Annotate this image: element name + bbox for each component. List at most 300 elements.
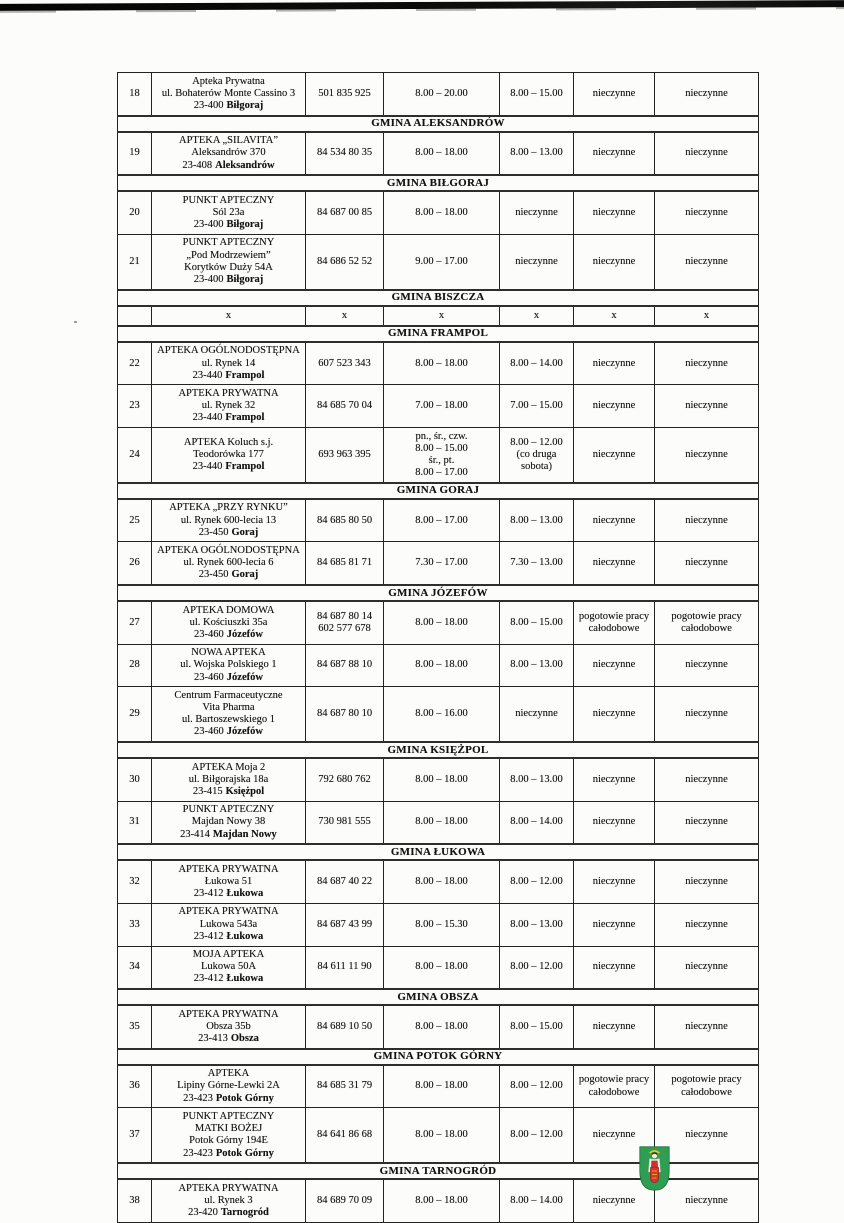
postal-city-line (153, 1033, 304, 1045)
postal-city-line (153, 1148, 304, 1160)
pharmacy-name-line: NOWA APTEKA (191, 647, 266, 659)
pharmacy-name-line: PUNKT APTECZNY (182, 194, 275, 206)
saturday-hours-line: 8.00 – 14.00 (510, 357, 563, 369)
pharmacy-name-line: APTEKA „PRZY RYNKU” (169, 502, 288, 514)
postal-city-line (153, 973, 304, 985)
city-name: Frampol (225, 412, 265, 424)
row-number: 29 (129, 708, 140, 720)
pharmacy-name-line: ul. Rynek 600-lecia 13 (180, 514, 277, 526)
sunday-status-line: nieczynne (592, 357, 636, 369)
gmina-section-label: GMINA JÓZEFÓW (388, 586, 488, 599)
pharmacy-name-line: MOJA APTEKA (192, 949, 265, 961)
empty-gmina-cell (152, 306, 306, 326)
row-number: 25 (129, 514, 140, 526)
postal-code: 23-423 (183, 1147, 213, 1159)
postal-city-line (153, 888, 304, 900)
phone-cell (306, 860, 384, 903)
row-number-cell (118, 191, 152, 234)
row-number-cell (118, 946, 152, 989)
pharmacy-name-cell (152, 342, 306, 385)
sunday-status-line: nieczynne (592, 816, 636, 828)
holiday-status-cell (655, 542, 759, 585)
empty-gmina-cell (500, 306, 574, 326)
city-name: Goraj (231, 526, 259, 538)
row-number: 28 (129, 659, 140, 671)
saturday-hours-cell (500, 342, 574, 385)
empty-gmina-cell (574, 306, 655, 326)
phone-line: 84 689 10 50 (316, 1020, 373, 1032)
holiday-status-line: pogotowie pracy (671, 610, 742, 622)
pharmacy-name-cell (152, 903, 306, 946)
gmina-section-header (118, 326, 759, 342)
sunday-status-line: nieczynne (592, 708, 636, 720)
pharmacy-name-cell (152, 428, 306, 483)
pharmacy-name-cell (152, 946, 306, 989)
pharmacy-row (118, 191, 759, 234)
gmina-section-label: GMINA POTOK GÓRNY (373, 1050, 503, 1063)
weekday-hours-line: 8.00 – 18.00 (415, 147, 468, 159)
saturday-hours-cell (500, 428, 574, 483)
saturday-hours-cell (500, 1108, 574, 1163)
sunday-status-cell (574, 903, 655, 946)
pharmacy-name-cell (152, 1179, 306, 1222)
postal-code: 23-412 (193, 888, 224, 900)
saturday-hours-cell (500, 542, 574, 585)
holiday-status-line: nieczynne (685, 400, 728, 412)
phone-line: 693 963 395 (318, 448, 371, 460)
postal-code: 23-460 (194, 726, 224, 738)
saturday-hours-cell (500, 758, 574, 801)
weekday-hours-cell (384, 1065, 500, 1108)
postal-city-line (153, 786, 304, 798)
sunday-status-cell (574, 758, 655, 801)
weekday-hours-line: 8.00 – 18.00 (415, 616, 468, 628)
city-name: Frampol (225, 369, 265, 381)
holiday-status-cell (655, 758, 759, 801)
postal-city-line (153, 527, 304, 539)
scan-noise-dot (74, 321, 77, 323)
weekday-hours-line: 8.00 – 16.00 (415, 708, 468, 720)
city-name: Majdan Nowy (212, 828, 277, 840)
pharmacy-name-line: APTEKA (207, 1068, 250, 1080)
holiday-status-cell (655, 73, 759, 116)
pharmacy-name-line: APTEKA PRYWATNA (178, 863, 279, 875)
phone-line: 84 534 80 35 (316, 147, 373, 159)
pharmacy-row (118, 132, 759, 176)
phone-line: 730 981 555 (318, 816, 371, 828)
saturday-hours-cell (500, 687, 574, 742)
pharmacy-name-line: „Pod Modrzewiem” (186, 249, 271, 261)
phone-cell (306, 234, 384, 289)
pharmacy-row (118, 306, 759, 326)
weekday-hours-line: 8.00 – 18.00 (415, 357, 468, 369)
pharmacy-row (118, 73, 759, 116)
pharmacy-name-cell (152, 542, 306, 585)
pharmacy-name-line: PUNKT APTECZNY (182, 804, 275, 816)
postal-code: 23-412 (193, 930, 224, 942)
row-number: 20 (129, 206, 140, 218)
row-number-cell (118, 758, 152, 801)
sunday-status-line: nieczynne (592, 514, 636, 526)
pharmacy-name-cell (152, 758, 306, 801)
sunday-status-cell (574, 385, 655, 428)
holiday-status-cell (655, 1179, 759, 1222)
pharmacy-name-line: APTEKA „SILAVITA” (179, 135, 278, 147)
row-number: 18 (129, 87, 140, 99)
postal-code: 23-408 (182, 159, 213, 171)
holiday-status-cell (655, 601, 759, 644)
holiday-status-cell (655, 191, 759, 234)
pharmacy-name-line: Lukowa 543a (199, 918, 258, 930)
phone-cell (306, 385, 384, 428)
postal-code: 23-423 (183, 1092, 213, 1104)
city-name: Biłgoraj (226, 99, 264, 111)
gmina-section-label: GMINA FRAMPOL (387, 327, 489, 340)
city-name: Frampol (225, 461, 265, 473)
sunday-status-line: całodobowe (588, 622, 640, 634)
sunday-status-cell (574, 342, 655, 385)
weekday-hours-line: 8.00 – 18.00 (415, 1194, 468, 1206)
phone-cell (306, 801, 384, 844)
city-name: Tarnogród (220, 1207, 269, 1219)
saturday-hours-cell (500, 903, 574, 946)
saturday-hours-line: 8.00 – 12.00 (510, 961, 563, 973)
weekday-hours-line: 8.00 – 18.00 (415, 961, 468, 973)
postal-city-line (153, 931, 304, 943)
postal-code: 23-400 (193, 219, 224, 231)
row-number-cell (118, 860, 152, 903)
x-mark: x (533, 309, 540, 321)
pharmacy-name-line: ul. Bohaterów Monte Cassino 3 (161, 87, 296, 99)
sunday-status-cell (574, 601, 655, 644)
phone-line: 792 680 762 (318, 773, 371, 785)
crest-red-shield (650, 1168, 658, 1183)
pharmacy-name-line: Majdan Nowy 38 (191, 816, 266, 828)
saturday-hours-line: 7.30 – 13.00 (510, 557, 563, 569)
city-name: Józefów (226, 726, 263, 738)
sunday-status-cell (574, 1005, 655, 1049)
row-number-cell (118, 1065, 152, 1108)
phone-cell (306, 1108, 384, 1163)
gmina-section-label: GMINA ALEKSANDRÓW (371, 117, 505, 130)
holiday-status-cell (655, 132, 759, 176)
phone-line: 602 577 678 (318, 622, 371, 634)
pharmacy-name-line: APTEKA OGÓLNODOSTĘPNA (157, 345, 300, 357)
x-mark: x (703, 309, 710, 321)
pharmacy-name-cell (152, 1065, 306, 1108)
sunday-status-line: nieczynne (592, 1020, 636, 1032)
saturday-hours-line: 8.00 – 15.00 (510, 616, 563, 628)
postal-city-line (153, 829, 304, 841)
postal-city-line (153, 726, 304, 738)
row-number-cell (118, 601, 152, 644)
weekday-hours-cell (384, 687, 500, 742)
holiday-status-cell (655, 1065, 759, 1108)
weekday-hours-line: 7.30 – 17.00 (415, 557, 468, 569)
sunday-status-line: nieczynne (592, 448, 636, 460)
empty-gmina-cell (655, 306, 759, 326)
pharmacy-name-cell (152, 499, 306, 542)
postal-code: 23-450 (198, 526, 229, 538)
holiday-status-line: nieczynne (685, 448, 728, 460)
phone-cell (306, 1179, 384, 1222)
saturday-hours-line: 8.00 – 12.00 (510, 1129, 563, 1141)
pharmacy-row (118, 801, 759, 844)
postal-city-line (153, 160, 304, 172)
pharmacy-name-line: APTEKA Koluch s.j. (183, 436, 274, 448)
row-number: 37 (129, 1129, 140, 1141)
weekday-hours-cell (384, 342, 500, 385)
pharmacy-duty-table (117, 72, 759, 1223)
weekday-hours-line: 8.00 – 15.30 (415, 918, 468, 930)
weekday-hours-line: 8.00 – 18.00 (415, 1080, 468, 1092)
pharmacy-name-cell (152, 644, 306, 687)
pharmacy-name-line: PUNKT APTECZNY (182, 237, 275, 249)
phone-cell (306, 542, 384, 585)
gmina-section-label: GMINA BIŁGORAJ (386, 176, 490, 189)
pharmacy-name-cell (152, 385, 306, 428)
sunday-status-line: nieczynne (592, 961, 636, 973)
pharmacy-name-line: Apteka Prywatna (192, 75, 265, 87)
phone-cell (306, 191, 384, 234)
gmina-section-label: GMINA BISZCZA (391, 291, 485, 304)
phone-cell (306, 428, 384, 483)
pharmacy-name-line: ul. Rynek 600-lecia 6 (183, 557, 274, 569)
phone-line: 84 686 52 52 (316, 255, 373, 267)
gmina-section-row (118, 844, 759, 860)
row-number-cell (118, 234, 152, 289)
gmina-section-row (118, 1049, 759, 1065)
row-number-cell (118, 801, 152, 844)
postal-code: 23-413 (198, 1033, 228, 1045)
holiday-status-line: nieczynne (685, 557, 728, 569)
weekday-hours-line: 8.00 – 18.00 (415, 206, 468, 218)
saturday-hours-cell (500, 860, 574, 903)
weekday-hours-cell (384, 758, 500, 801)
weekday-hours-line: 8.00 – 18.00 (415, 876, 468, 888)
sunday-status-cell (574, 801, 655, 844)
saturday-hours-cell (500, 191, 574, 234)
postal-code: 23-440 (192, 412, 223, 424)
holiday-status-cell (655, 801, 759, 844)
pharmacy-name-line: APTEKA PRYWATNA (178, 906, 279, 918)
city-name: Łukowa (226, 930, 264, 942)
saturday-hours-line: nieczynne (515, 708, 558, 720)
city-name: Biłgoraj (226, 219, 264, 231)
postal-city-line (153, 219, 304, 231)
pharmacy-name-line: MATKI BOŻEJ (194, 1123, 263, 1135)
pharmacy-name-line: Korytków Duży 54A (184, 261, 273, 273)
holiday-status-line: nieczynne (685, 514, 728, 526)
holiday-status-cell (655, 946, 759, 989)
saturday-hours-line: 8.00 – 13.00 (510, 773, 563, 785)
empty-gmina-cell (384, 306, 500, 326)
pharmacy-row (118, 342, 759, 385)
gmina-section-row (118, 742, 759, 758)
pharmacy-row (118, 687, 759, 742)
scanner-edge-bar (0, 0, 844, 11)
holiday-status-cell (655, 687, 759, 742)
weekday-hours-line: 8.00 – 15.00 (415, 442, 468, 454)
postal-city-line (153, 412, 304, 424)
pharmacy-name-line: Lukowa 50A (200, 961, 257, 973)
gmina-section-header (118, 483, 759, 499)
row-number-cell (118, 73, 152, 116)
sunday-status-line: nieczynne (592, 255, 636, 267)
postal-city-line (153, 1207, 304, 1219)
weekday-hours-cell (384, 801, 500, 844)
pharmacy-name-cell (152, 234, 306, 289)
phone-cell (306, 601, 384, 644)
postal-code: 23-460 (194, 671, 224, 683)
holiday-status-line: nieczynne (685, 816, 728, 828)
row-number: 32 (129, 876, 140, 888)
pharmacy-row (118, 903, 759, 946)
sunday-status-line: pogotowie pracy (578, 1074, 650, 1086)
gmina-section-header (118, 290, 759, 306)
sunday-status-line: nieczynne (592, 147, 636, 159)
saturday-hours-cell (500, 132, 574, 176)
pharmacy-name-line: APTEKA PRYWATNA (178, 1008, 279, 1020)
pharmacy-name-line: ul. Rynek 3 (204, 1194, 253, 1206)
sunday-status-line: nieczynne (592, 773, 636, 785)
pharmacy-row (118, 542, 759, 585)
pharmacy-name-line: APTEKA DOMOWA (182, 604, 275, 616)
holiday-status-cell (655, 644, 759, 687)
row-number-cell (118, 903, 152, 946)
row-number-cell (118, 132, 152, 176)
holiday-status-line: nieczynne (685, 1129, 728, 1141)
sunday-status-line: nieczynne (592, 206, 636, 218)
saturday-hours-line: 8.00 – 13.00 (510, 147, 563, 159)
sunday-status-line: nieczynne (592, 876, 636, 888)
holiday-status-line: nieczynne (685, 876, 728, 888)
pharmacy-row (118, 860, 759, 903)
holiday-status-cell (655, 428, 759, 483)
pharmacy-name-line: ul. Biłgorajska 18a (188, 773, 269, 785)
pharmacy-name-line: ul. Rynek 32 (201, 400, 256, 412)
weekday-hours-cell (384, 191, 500, 234)
row-number-cell (118, 342, 152, 385)
postal-code: 23-412 (193, 973, 224, 985)
holiday-status-line: nieczynne (685, 659, 728, 671)
holiday-status-line: nieczynne (685, 961, 728, 973)
postal-city-line (153, 274, 304, 286)
postal-code: 23-400 (193, 99, 224, 111)
saturday-hours-cell (500, 73, 574, 116)
gmina-section-header (118, 989, 759, 1005)
phone-cell (306, 687, 384, 742)
sunday-status-line: nieczynne (592, 918, 636, 930)
gmina-section-row (118, 585, 759, 601)
holiday-status-line: nieczynne (685, 708, 728, 720)
phone-cell (306, 903, 384, 946)
row-number: 23 (129, 400, 140, 412)
city-name: Goraj (231, 569, 259, 581)
gmina-section-label: GMINA ŁUKOWA (390, 845, 486, 858)
pharmacy-row (118, 601, 759, 644)
pharmacy-row (118, 946, 759, 989)
pharmacy-name-line: Aleksandrów 370 (191, 147, 266, 159)
phone-cell (306, 946, 384, 989)
row-number-cell (118, 687, 152, 742)
sunday-status-cell (574, 542, 655, 585)
phone-line: 84 685 70 04 (316, 400, 373, 412)
saturday-hours-line: 8.00 – 13.00 (510, 659, 563, 671)
row-number-cell (118, 385, 152, 428)
sunday-status-cell (574, 499, 655, 542)
pharmacy-name-line: Sól 23a (212, 206, 245, 218)
saturday-hours-cell (500, 1005, 574, 1049)
city-name: Łukowa (226, 973, 264, 985)
pharmacy-name-line: Obsza 35b (206, 1020, 251, 1032)
sunday-status-cell (574, 687, 655, 742)
city-name: Potok Górny (215, 1092, 274, 1104)
pharmacy-row (118, 1005, 759, 1049)
phone-line: 84 685 80 50 (316, 514, 373, 526)
row-number-cell (118, 542, 152, 585)
pharmacy-name-line: Teodorówka 177 (193, 448, 264, 460)
weekday-hours-line: 8.00 – 20.00 (415, 87, 468, 99)
holiday-status-cell (655, 385, 759, 428)
postal-code: 23-415 (192, 786, 223, 798)
pharmacy-row (118, 428, 759, 483)
gmina-section-row (118, 483, 759, 499)
row-number-cell (118, 644, 152, 687)
holiday-status-line: nieczynne (685, 206, 728, 218)
pharmacy-name-cell (152, 132, 306, 176)
weekday-hours-cell (384, 860, 500, 903)
city-name: Potok Górny (215, 1147, 274, 1159)
saturday-hours-cell (500, 499, 574, 542)
pharmacy-row (118, 385, 759, 428)
holiday-status-line: nieczynne (685, 255, 728, 267)
gmina-section-row (118, 989, 759, 1005)
gmina-section-row (118, 175, 759, 191)
phone-line: 501 835 925 (318, 87, 371, 99)
holiday-status-line: nieczynne (685, 87, 728, 99)
row-number: 35 (129, 1020, 140, 1032)
saturday-hours-cell (500, 801, 574, 844)
holiday-status-cell (655, 234, 759, 289)
saturday-hours-cell (500, 234, 574, 289)
pharmacy-name-line: Lipiny Górne-Lewki 2A (177, 1080, 280, 1092)
phone-line: 84 641 86 68 (316, 1129, 373, 1141)
weekday-hours-cell (384, 132, 500, 176)
pharmacy-name-cell (152, 801, 306, 844)
postal-code: 23-460 (194, 629, 224, 640)
pharmacy-row (118, 1065, 759, 1108)
phone-line: 84 687 88 10 (316, 659, 373, 671)
postal-code: 23-400 (193, 273, 224, 285)
row-number-cell (118, 428, 152, 483)
row-number: 26 (129, 557, 140, 569)
pharmacy-name-line: Łukowa 51 (204, 876, 253, 888)
pharmacy-row (118, 499, 759, 542)
holiday-status-line: nieczynne (685, 1194, 728, 1206)
phone-line: 84 687 40 22 (316, 876, 373, 888)
city-name: Łukowa (226, 888, 264, 900)
holiday-status-line: całodobowe (681, 1086, 732, 1098)
row-number-cell (118, 1179, 152, 1222)
gmina-section-row (118, 326, 759, 342)
weekday-hours-cell (384, 385, 500, 428)
saturday-hours-line: 8.00 – 15.00 (510, 1020, 563, 1032)
pharmacy-name-line: PUNKT APTECZNY (182, 1110, 275, 1122)
sunday-status-cell (574, 428, 655, 483)
sunday-status-line: nieczynne (592, 557, 636, 569)
city-name: Księżpol (225, 786, 265, 798)
